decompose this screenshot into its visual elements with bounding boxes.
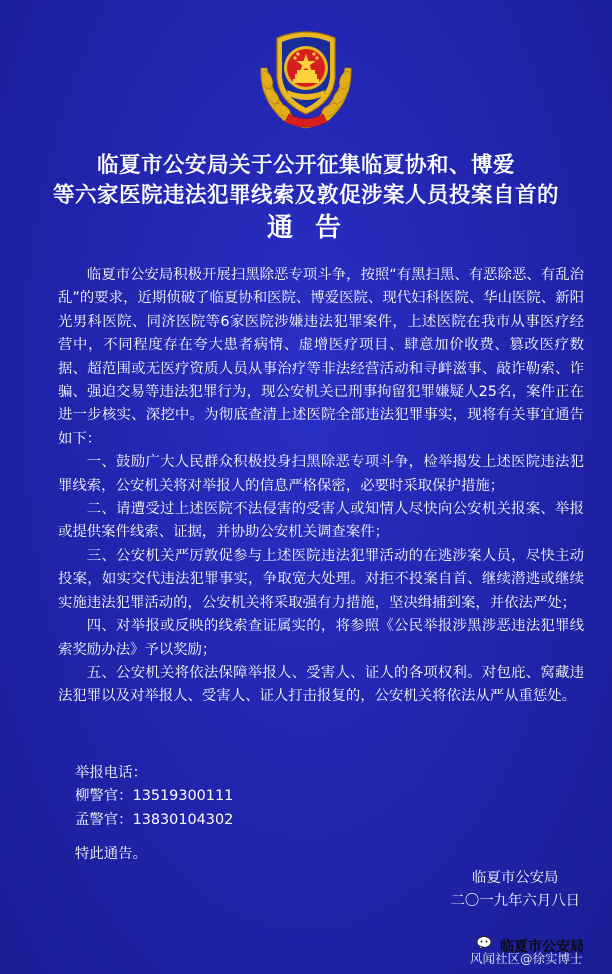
paragraph-item-1: 一、鼓励广大人民群众积极投身扫黑除恶专项斗争，检举揭发上述医院违法犯罪线索，公安机关将对举报人的信息严格保密，必要时采取保护措施； — [58, 454, 584, 494]
closing-text: 特此通告。 — [75, 846, 147, 862]
title-line-1: 临夏市公安局关于公开征集临夏协和、博爱 — [96, 153, 515, 178]
footer-brand-name: 临夏市公安局 — [500, 939, 584, 955]
paragraph-item-3: 三、公安机关严厉敦促参与上述医院违法犯罪活动的在逃涉案人员，尽快主动投案，如实交代违法犯罪事实，争取宽大处理。对拒不投案自首、继续潜逃或继续实施违法犯罪活动的，公安机关将采取强有力措施，坚决缉捕到案，并依法严处； — [58, 547, 584, 611]
contact-officer-1: 柳警官：13519300111 — [75, 788, 234, 805]
signature-org: 临夏市公安局 — [472, 870, 559, 886]
footer-brand — [470, 937, 610, 967]
signature-date: 二〇一九年六月八日 — [450, 893, 580, 910]
paragraph-item-4: 四、对举报或反映的线索查证属实的，将参照《公民举报涉黑涉恶违法犯罪线索奖励办法》予以奖励； — [58, 618, 584, 658]
contact-heading: 举报电话： — [75, 765, 147, 781]
contact-officer-2: 孟警官：13830104302 — [75, 811, 234, 828]
paragraph-item-5: 五、公安机关将依法保障举报人、受害人、证人的各项权利。对包庇、窝藏违法犯罪以及对举报人、受害人、证人打击报复的，公安机关将依法从严从重惩处。 — [58, 664, 584, 705]
footer-watermark: 风闻社区@徐实博士 — [470, 951, 583, 966]
police-emblem — [253, 28, 359, 132]
paragraph-item-2: 二、请遭受过上述医院不法侵害的受害人或知情人尽快向公安机关报案、举报或提供案件线索、证据，并协助公安机关调查案件； — [58, 501, 584, 541]
paragraph-intro: 临夏市公安局积极开展扫黑除恶专项斗争，按照“有黑扫黑、有恶除恶、有乱治乱”的要求，近期侦破了临夏协和医院、博爱医院、现代妇科医院、华山医院、新阳光男科医院、同济医院等6家医院涉嫌违法犯罪案件，上述医院在我市从事医疗经营中，不同程度存在夸大患者病情、虚增医疗项目、肆意加价收费、篡改医疗数据、超范围或无医疗资质人员从事治疗等非法经营活动和寻衅滋事、敲诈勒索、诈骗、强迫交易等违法犯罪行为，现公安机关已刑事拘留犯罪嫌疑人25名，案件正在进一步核实、深挖中。为彻底查清上述医院全部违法犯罪事实，现将有关事宜通告如下： — [58, 267, 584, 447]
contact-block — [75, 762, 233, 832]
title-notice: 通告 — [266, 213, 363, 243]
notice-body — [58, 264, 584, 709]
signature-block — [450, 867, 580, 914]
title-line-2: 等六家医院违法犯罪线索及敦促涉案人员投案自首的 — [52, 183, 559, 208]
